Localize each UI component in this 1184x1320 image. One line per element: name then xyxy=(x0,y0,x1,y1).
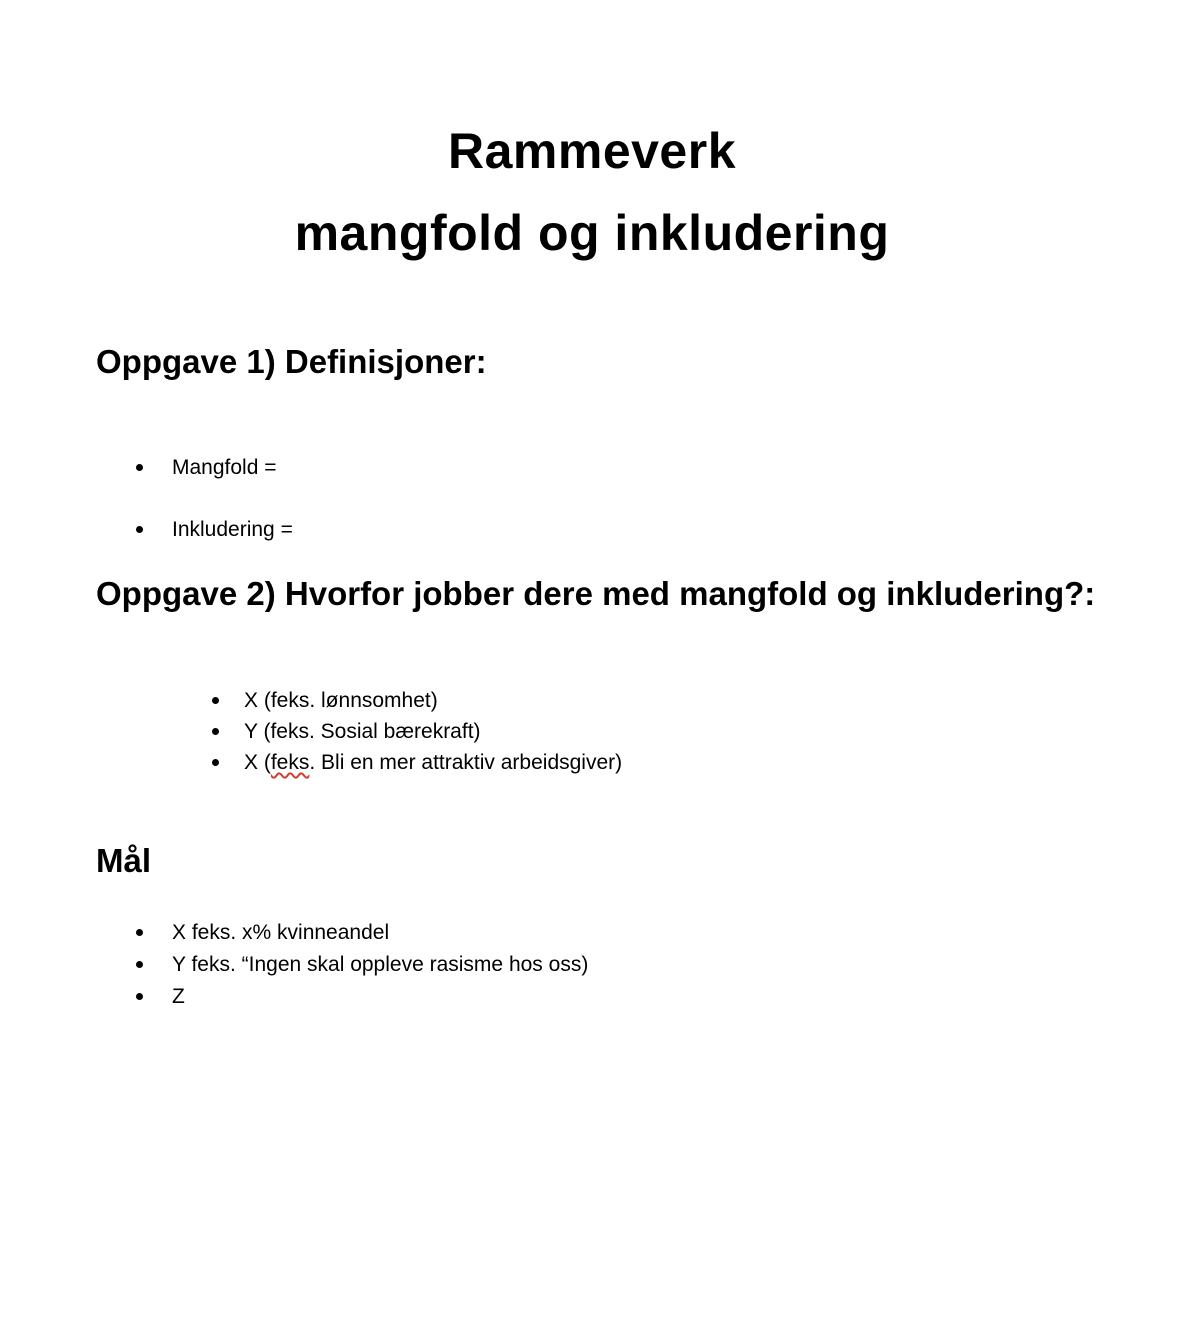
list-item-text: X (feks. lønnsomhet) xyxy=(244,689,438,712)
list-item-text: Mangfold = xyxy=(172,456,277,479)
definitions-list xyxy=(0,453,1184,545)
heading-oppgave-2: Oppgave 2) Hvorfor jobber dere med mangfold og inkludering?: xyxy=(96,575,1096,612)
why-list xyxy=(0,686,1184,778)
list-item-text xyxy=(244,751,622,774)
list-item-arbeidsgiver xyxy=(0,748,1184,778)
list-item-text: X feks. x% kvinneandel xyxy=(172,921,390,944)
list-item-rasisme xyxy=(0,950,1184,980)
list-item-text-suffix: . Bli en mer attraktiv arbeidsgiver) xyxy=(309,751,623,774)
bullet-icon xyxy=(136,929,143,936)
title-line-2: mangfold og inkludering xyxy=(294,205,890,261)
list-item-mangfold xyxy=(0,453,1184,483)
list-item-baerekraft xyxy=(0,717,1184,747)
bullet-icon xyxy=(212,759,219,766)
list-item-inkludering xyxy=(0,515,1184,545)
title-line-1: Rammeverk xyxy=(447,123,737,179)
misspelled-word: feks xyxy=(270,751,310,774)
document-title xyxy=(0,110,1184,274)
goals-list xyxy=(0,918,1184,1012)
bullet-icon xyxy=(136,993,143,1000)
heading-oppgave-1: Oppgave 1) Definisjoner: xyxy=(96,343,487,380)
list-item-text: Y (feks. Sosial bærekraft) xyxy=(244,720,481,743)
list-item-text: Z xyxy=(172,985,185,1008)
bullet-icon xyxy=(212,697,219,704)
bullet-icon xyxy=(136,961,143,968)
list-item-text: Inkludering = xyxy=(172,518,293,541)
list-item-text: Y feks. “Ingen skal oppleve rasisme hos oss) xyxy=(172,953,589,976)
list-item-z xyxy=(0,982,1184,1012)
bullet-icon xyxy=(136,464,143,471)
heading-mal: Mål xyxy=(96,842,152,879)
list-item-lonnsomhet xyxy=(0,686,1184,716)
bullet-icon xyxy=(212,728,219,735)
list-item-text-prefix: X ( xyxy=(244,751,271,774)
list-item-kvinneandel xyxy=(0,918,1184,948)
bullet-icon xyxy=(136,526,143,533)
